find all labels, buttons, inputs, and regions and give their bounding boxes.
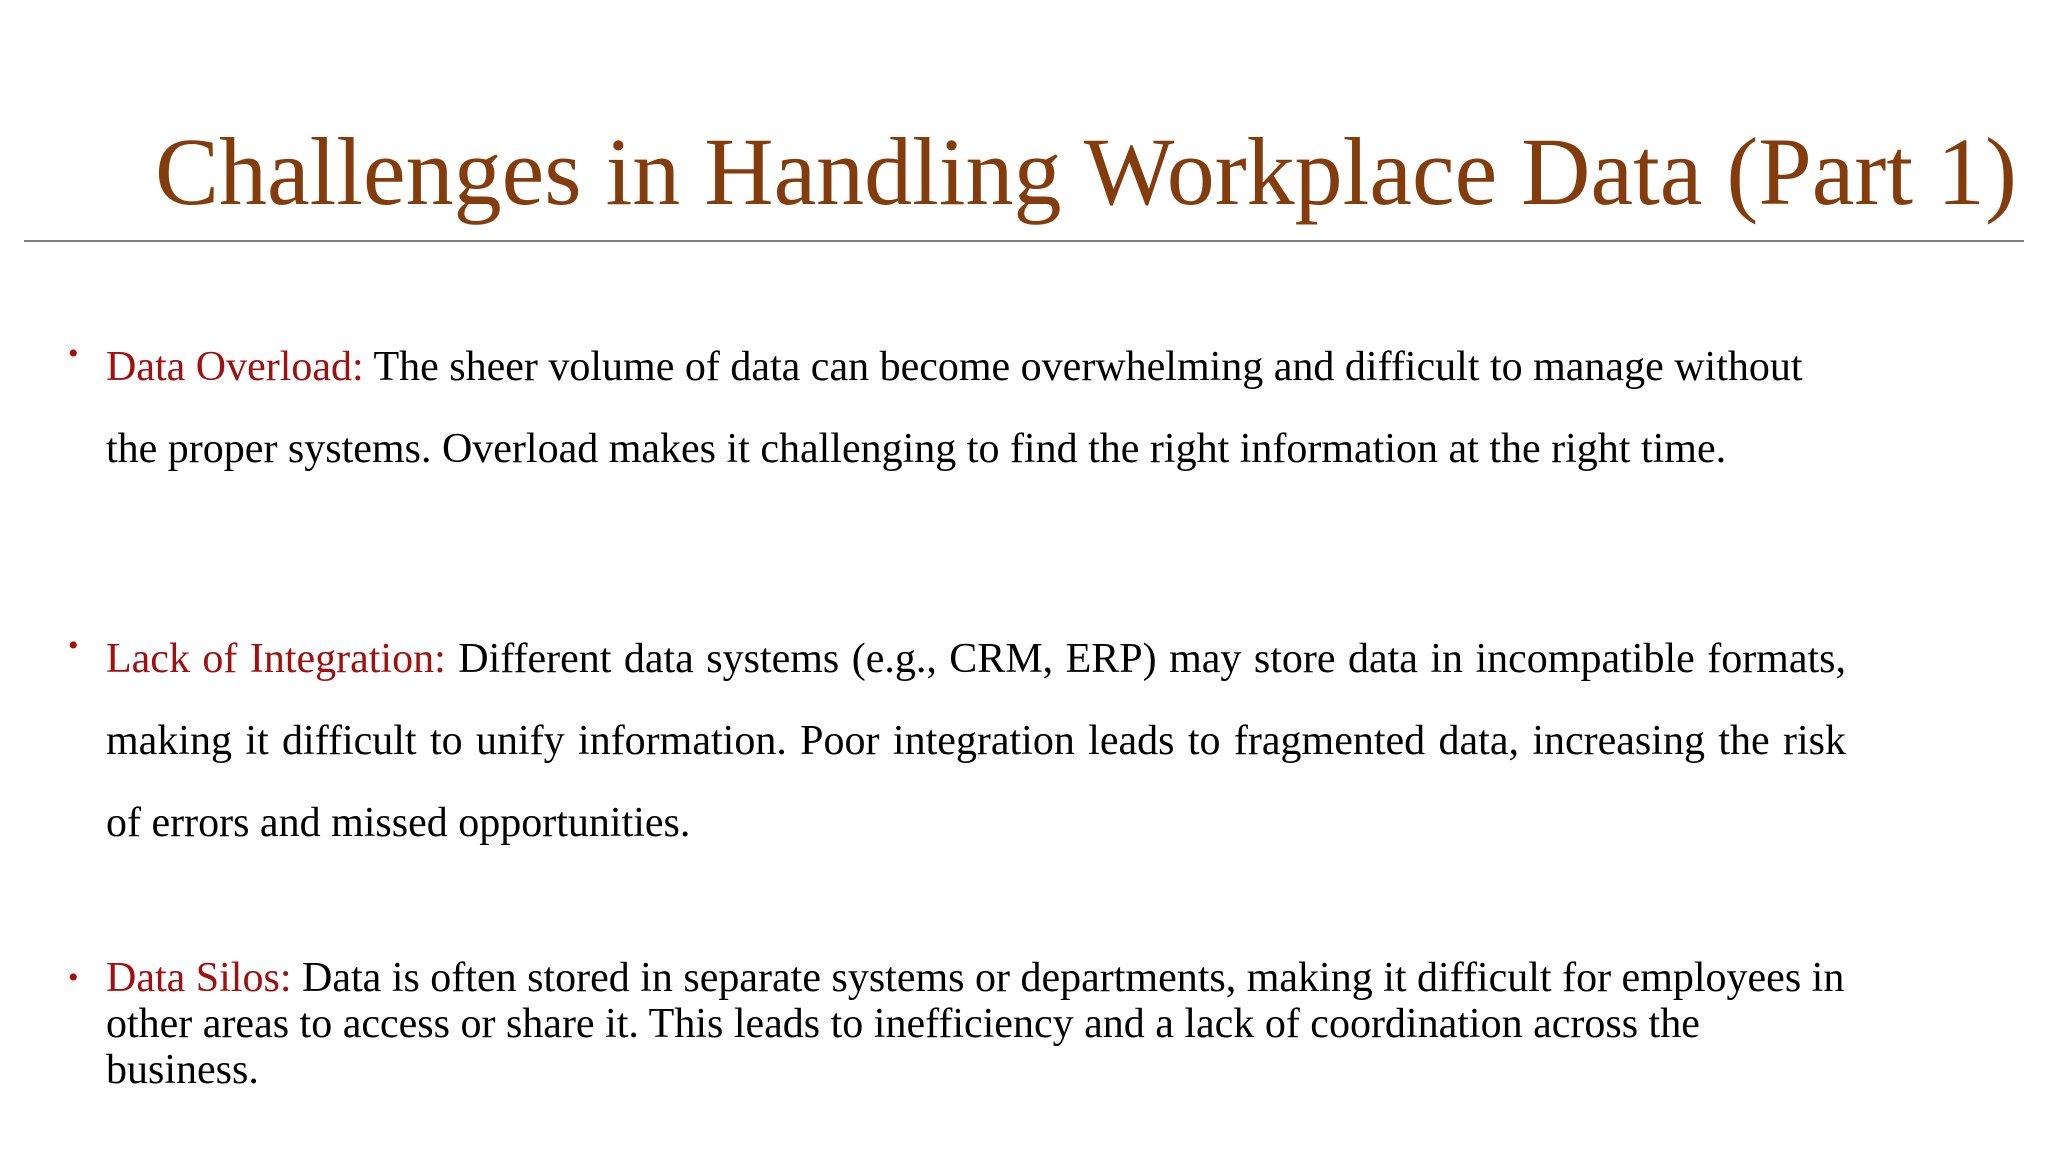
bullet-dot-icon: • bbox=[68, 961, 79, 994]
bullet-text: Different data systems (e.g., CRM, ERP) may store data in incompatible formats, making it difficult to unify information. Poor integration leads to fragmented data, increasing the risk of errors and missed opportunities. bbox=[106, 636, 1847, 846]
bullet-data-overload bbox=[68, 326, 1846, 490]
bullet-text: The sheer volume of data can become overwhelming and difficult to manage without the proper systems. Overload makes it challenging to find the right information at the right time. bbox=[106, 344, 1803, 472]
bullet-data-silos bbox=[68, 955, 1846, 1093]
title-divider bbox=[24, 240, 2024, 242]
bullet-term: Lack of Integration: bbox=[106, 636, 459, 682]
bullet-text: Data is often stored in separate systems or departments, making it difficult for employees in other areas to access or share it. This leads to inefficiency and a lack of coordination across the business. bbox=[106, 955, 1845, 1093]
bullet-dot-icon: • bbox=[68, 629, 79, 662]
bullet-term: Data Silos: bbox=[106, 955, 302, 1001]
bullet-dot-icon: • bbox=[68, 337, 79, 370]
slide-title: Challenges in Handling Workplace Data (Part 1) bbox=[155, 118, 2017, 225]
bullet-term: Data Overload: bbox=[106, 344, 374, 390]
bullet-lack-of-integration bbox=[68, 618, 1847, 864]
